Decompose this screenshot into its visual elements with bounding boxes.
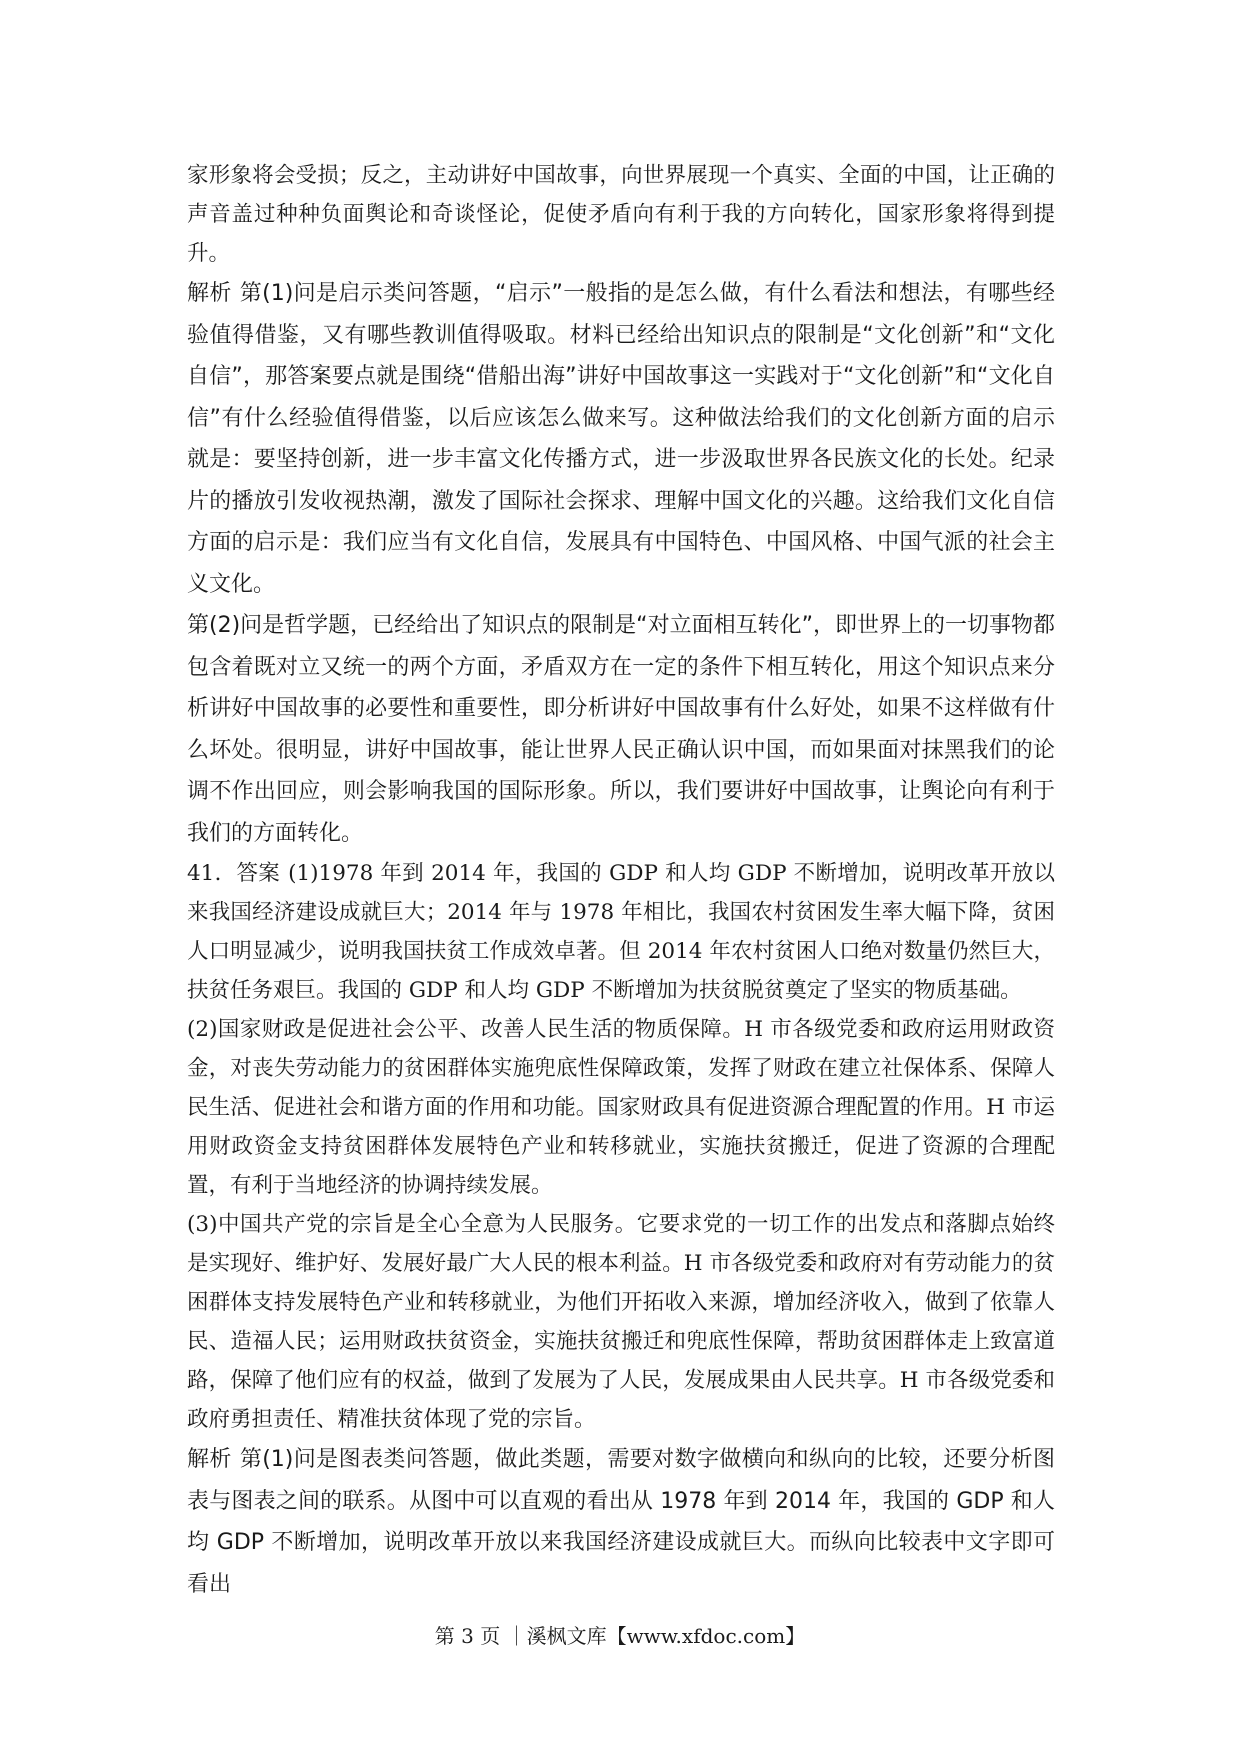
document-body (187, 156, 1055, 1605)
paragraph-text: (3)中国共产党的宗旨是全心全意为人民服务。它要求党的一切工作的出发点和落脚点始终是实现好、维护好、发展好最广大人民的根本利益。H 市各级党委和政府对有劳动能力的贫困群体支持发展特色产业和转移就业，为他们开拓收入来源，增加经济收入，做到了依靠人民、造福人民；运用财政扶贫资金，实施扶贫搬迁和兜底性保障，帮助贫困群体走上致富道路，保障了他们应有的权益，做到了发展为了人民，发展成果由人民共享。H 市各级党委和政府勇担责任、精准扶贫体现了党的宗旨。 (187, 1212, 1055, 1432)
answer-label: 41．答案 (187, 861, 281, 886)
paragraph-text: 家形象将会受损；反之，主动讲好中国故事，向世界展现一个真实、全面的中国，让正确的声音盖过种种负面舆论和奇谈怪论，促使矛盾向有利于我的方向转化，国家形象将得到提升。 (187, 163, 1055, 266)
paragraph-text: 第(2)问是哲学题，已经给出了知识点的限制是“对立面相互转化”，即世界上的一切事物都包含着既对立又统一的两个方面，矛盾双方在一定的条件下相互转化，用这个知识点来分析讲好中国故事的必要性和重要性，即分析讲好中国故事有什么好处，如果不这样做有什么坏处。很明显，讲好中国故事，能让世界人民正确认识中国，而如果面对抹黑我们的论调不作出回应，则会影响我国的国际形象。所以，我们要讲好中国故事，让舆论向有利于我们的方面转化。 (187, 613, 1055, 846)
answer-paragraph-2 (187, 1010, 1055, 1205)
page-footer: 第 3 页 ｜溪枫文库【www.xfdoc.com】 (434, 1624, 806, 1648)
analysis-paragraph-3 (187, 1439, 1055, 1605)
analysis-label: 解析 (187, 1447, 232, 1472)
analysis-label: 解析 (187, 281, 232, 306)
paragraph-text: 第(1)问是图表类问答题，做此类题，需要对数字做横向和纵向的比较，还要分析图表与图表之间的联系。从图中可以直观的看出从 1978 年到 2014 年，我国的 GDP 和人均 GDP 不断增加，说明改革开放以来我国经济建设成就巨大。而纵向比较表中文字即可看出 (187, 1447, 1055, 1597)
paragraph-text: (2)国家财政是促进社会公平、改善人民生活的物质保障。H 市各级党委和政府运用财政资金，对丧失劳动能力的贫困群体实施兜底性保障政策，发挥了财政在建立社保体系、保障人民生活、促进社会和谐方面的作用和功能。国家财政具有促进资源合理配置的作用。H 市运用财政资金支持贫困群体发展特色产业和转移就业，实施扶贫搬迁，促进了资源的合理配置，有利于当地经济的协调持续发展。 (187, 1017, 1055, 1198)
paragraph-continuation (187, 156, 1055, 273)
answer-paragraph-1 (187, 854, 1055, 1010)
analysis-paragraph-2 (187, 605, 1055, 854)
paragraph-text: (1)1978 年到 2014 年，我国的 GDP 和人均 GDP 不断增加，说明改革开放以来我国经济建设成就巨大；2014 年与 1978 年相比，我国农村贫困发生率大幅下降，贫困人口明显减少，说明我国扶贫工作成效卓著。但 2014 年农村贫困人口绝对数量仍然巨大，扶贫任务艰巨。我国的 GDP 和人均 GDP 不断增加为扶贫脱贫奠定了坚实的物质基础。 (187, 861, 1055, 1003)
answer-paragraph-3 (187, 1205, 1055, 1439)
analysis-paragraph-1 (187, 273, 1055, 605)
paragraph-text: 第(1)问是启示类问答题，“启示”一般指的是怎么做，有什么看法和想法，有哪些经验值得借鉴，又有哪些教训值得吸取。材料已经给出知识点的限制是“文化创新”和“文化自信”，那答案要点就是围绕“借船出海”讲好中国故事这一实践对于“文化创新”和“文化自信”有什么经验值得借鉴，以后应该怎么做来写。这种做法给我们的文化创新方面的启示就是：要坚持创新，进一步丰富文化传播方式，进一步汲取世界各民族文化的长处。纪录片的播放引发收视热潮，激发了国际社会探求、理解中国文化的兴趣。这给我们文化自信方面的启示是：我们应当有文化自信，发展具有中国特色、中国风格、中国气派的社会主义文化。 (187, 281, 1055, 597)
